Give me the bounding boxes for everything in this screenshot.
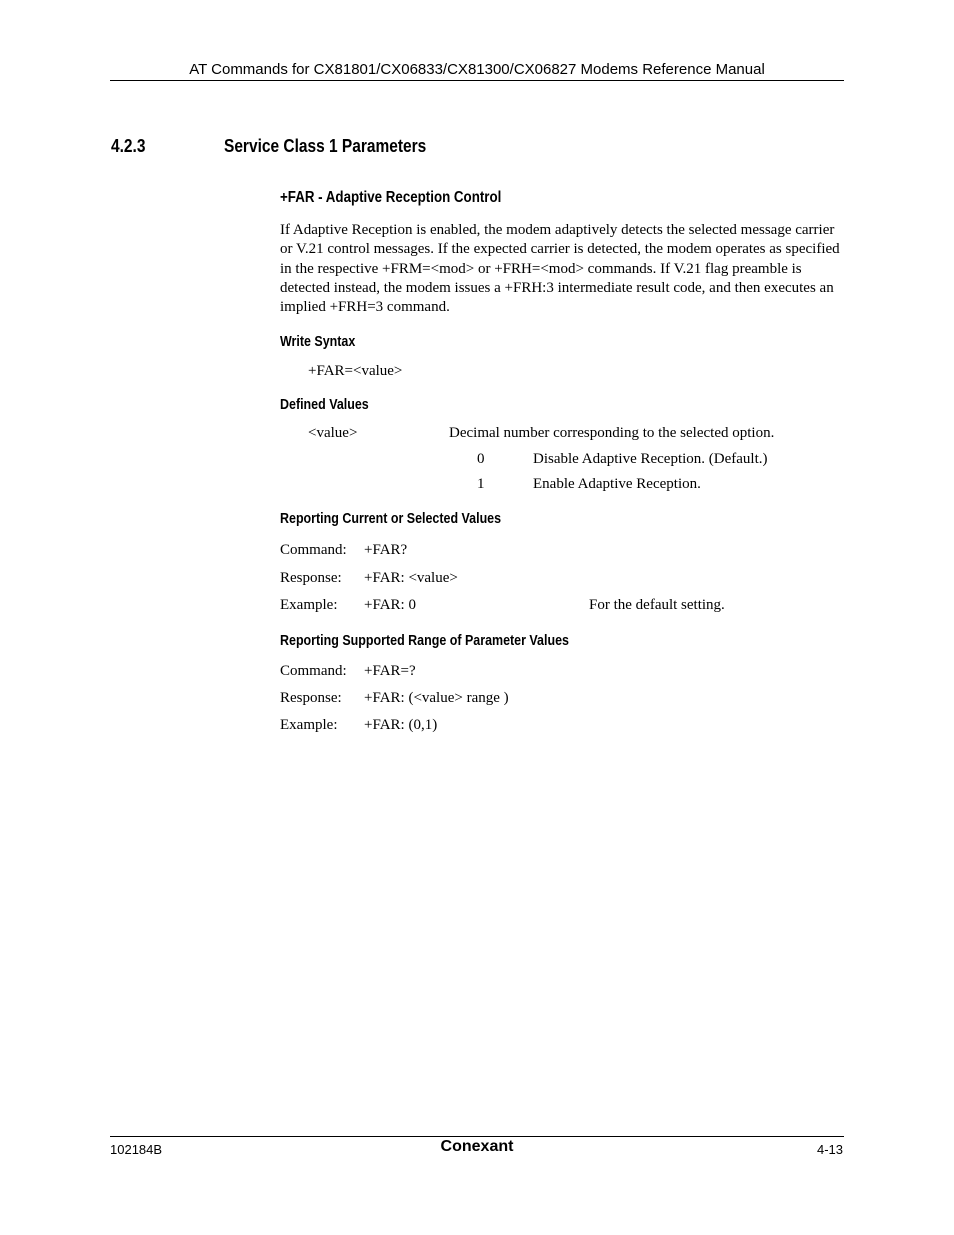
write-syntax-heading: Write Syntax (280, 334, 356, 350)
option-value: 1 (477, 476, 485, 492)
defined-values-heading: Defined Values (280, 397, 369, 413)
running-header: AT Commands for CX81801/CX06833/CX81300/CX06827 Modems Reference Manual (189, 61, 765, 78)
row-note: For the default setting. (589, 597, 725, 613)
row-label: Example: (280, 597, 338, 613)
row-value: +FAR: <value> (364, 570, 458, 586)
command-title: +FAR - Adaptive Reception Control (280, 189, 502, 206)
reporting-range-heading: Reporting Supported Range of Parameter Values (280, 633, 569, 649)
row-value: +FAR: (0,1) (364, 717, 438, 733)
reporting-current-heading: Reporting Current or Selected Values (280, 511, 502, 527)
row-value: +FAR=? (364, 663, 416, 679)
defined-param: <value> (308, 425, 358, 441)
command-description: If Adaptive Reception is enabled, the modem adaptively detects the selected message carrier or V.21 control messages. If the expected carrier is detected, the modem operates as specified in the respective +FRM=<mod> or +FRH=<mod> commands. If V.21 flag preamble is detected instead, the modem issues a +FRH:3 intermediate result code, and then executes an implied +FRH=3 command. (280, 222, 840, 316)
option-desc: Disable Adaptive Reception. (Default.) (533, 451, 768, 467)
row-value: +FAR? (364, 542, 408, 558)
doc-number: 102184B (110, 1142, 163, 1157)
footer-rule (110, 1136, 844, 1137)
row-label: Command: (280, 542, 347, 558)
row-value: +FAR: (<value> range ) (364, 690, 509, 706)
row-value: +FAR: 0 (364, 597, 416, 613)
row-label: Command: (280, 663, 347, 679)
row-label: Response: (280, 570, 342, 586)
write-syntax: +FAR=<value> (308, 363, 403, 379)
section-title: Service Class 1 Parameters (224, 136, 427, 156)
header-rule (110, 80, 844, 81)
option-desc: Enable Adaptive Reception. (533, 476, 701, 492)
row-label: Response: (280, 690, 342, 706)
option-value: 0 (477, 451, 485, 467)
page-number: 4-13 (816, 1142, 843, 1157)
section-number: 4.2.3 (111, 136, 146, 156)
row-label: Example: (280, 717, 338, 733)
company-name: Conexant (440, 1138, 514, 1155)
defined-param-desc: Decimal number corresponding to the selected option. (449, 425, 775, 441)
